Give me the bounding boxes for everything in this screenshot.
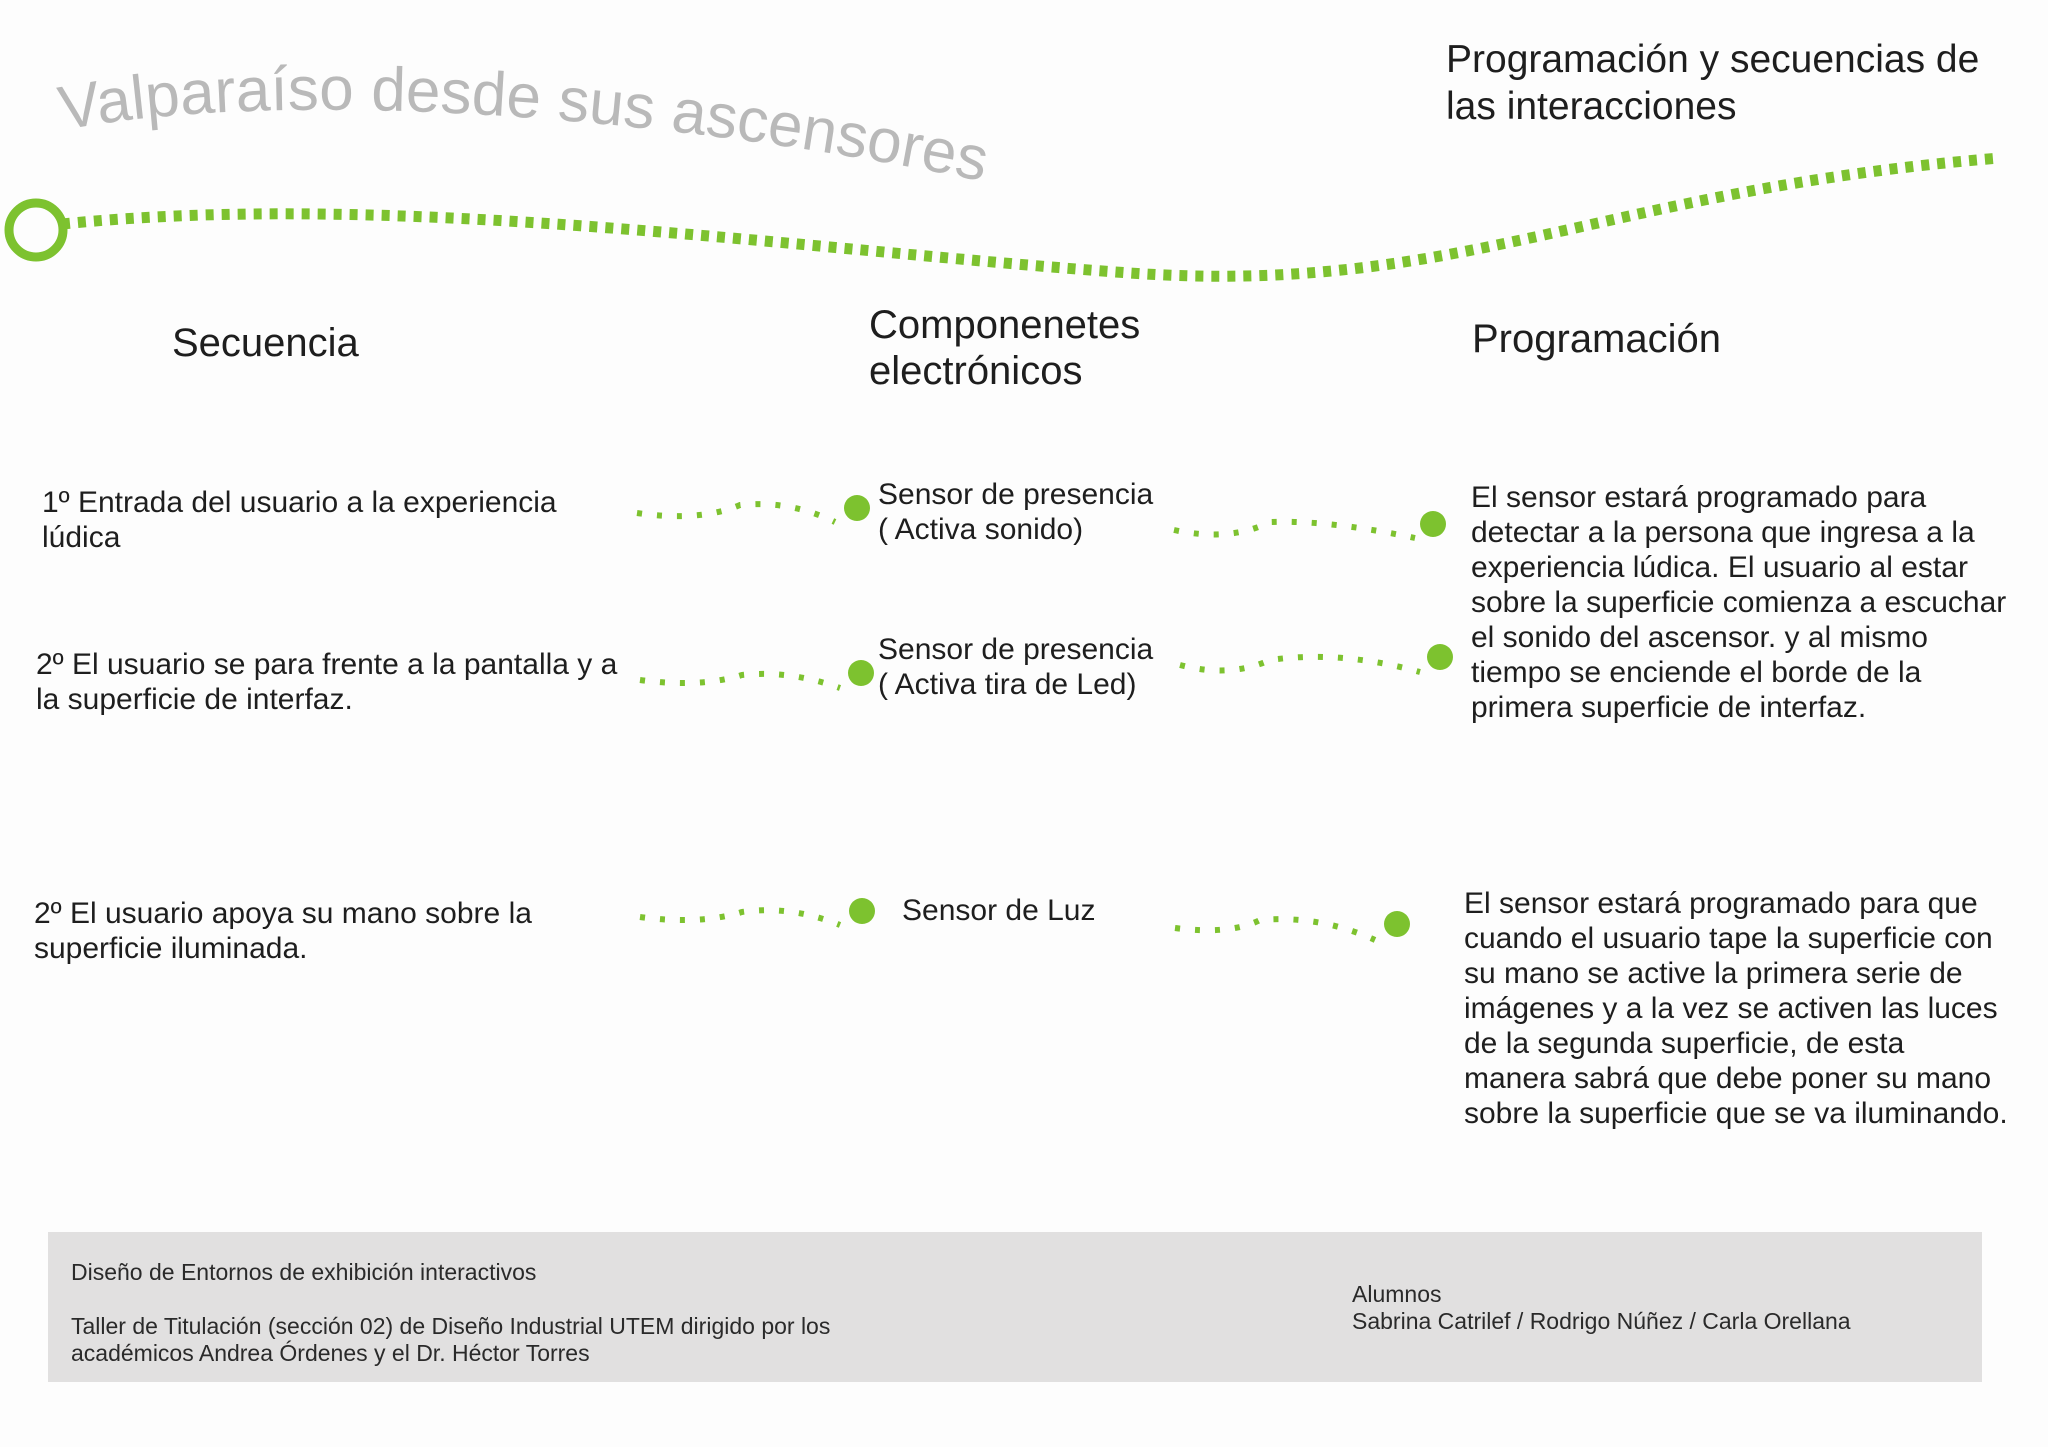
connector-row2-right <box>1180 657 1420 672</box>
component-row-3-name: Sensor de Luz <box>902 894 1096 927</box>
node-row2-component <box>848 660 874 686</box>
component-row-2 <box>878 632 1208 702</box>
component-row-2-action: ( Activa tira de Led) <box>878 668 1137 701</box>
column-heading-sequence: Secuencia <box>172 321 359 365</box>
footer-panel <box>48 1232 1982 1382</box>
component-row-2-name: Sensor de presencia <box>878 633 1154 666</box>
connector-row3-left <box>640 910 840 925</box>
footer-students: Sabrina Catrilef / Rodrigo Núñez / Carla Orellana <box>1352 1308 1851 1334</box>
timeline-start-node <box>9 203 63 257</box>
column-heading-components: Componenetes electrónicos <box>869 303 1141 393</box>
component-row-1-action: ( Activa sonido) <box>878 513 1084 546</box>
node-row3-programming <box>1384 911 1410 937</box>
connector-row2-left <box>640 674 840 688</box>
connector-row3-right <box>1175 919 1375 940</box>
sequence-step-2: 2º El usuario se para frente a la pantalla y a la superficie de interfaz. <box>36 648 618 716</box>
page-title: Valparaíso desde sus ascensores <box>53 54 995 196</box>
component-row-1 <box>878 477 1208 547</box>
footer-students-label: Alumnos <box>1352 1281 1442 1307</box>
page-subtitle: Programación y secuencias de las interacciones <box>1446 38 1980 128</box>
sequence-step-1: 1º Entrada del usuario a la experiencia lúdica <box>42 486 557 554</box>
connector-row1-right <box>1174 522 1415 538</box>
column-heading-programming: Programación <box>1472 317 1722 361</box>
node-row3-component <box>849 898 875 924</box>
node-row2-programming <box>1427 644 1453 670</box>
component-row-1-name: Sensor de presencia <box>878 478 1154 511</box>
node-row1-component <box>844 495 870 521</box>
timeline-path <box>62 158 2000 276</box>
node-row1-programming <box>1420 511 1446 537</box>
sequence-step-3: 2º El usuario apoya su mano sobre la superficie iluminada. <box>34 897 532 965</box>
footer-workshop: Taller de Titulación (sección 02) de Diseño Industrial UTEM dirigido por los académicos Andrea Órdenes y el Dr. Héctor Torres <box>71 1313 831 1366</box>
connector-row1-left <box>637 504 835 522</box>
programming-light-sensor: El sensor estará programado para que cuando el usuario tape la superficie con su mano se active la primera serie de imágenes y a la vez se activen las luces de la segunda superficie, de esta manera sabrá que debe poner su mano sobre la superficie que se va iluminando. <box>1464 887 2008 1130</box>
footer-course: Diseño de Entornos de exhibición interactivos <box>71 1259 537 1285</box>
programming-presence-sensors: El sensor estará programado para detectar a la persona que ingresa a la experiencia lúdica. El usuario al estar sobre la superficie comienza a escuchar el sonido del ascensor. y al mismo tiempo se enciende el borde de la primera superficie de interfaz. <box>1471 481 2007 724</box>
